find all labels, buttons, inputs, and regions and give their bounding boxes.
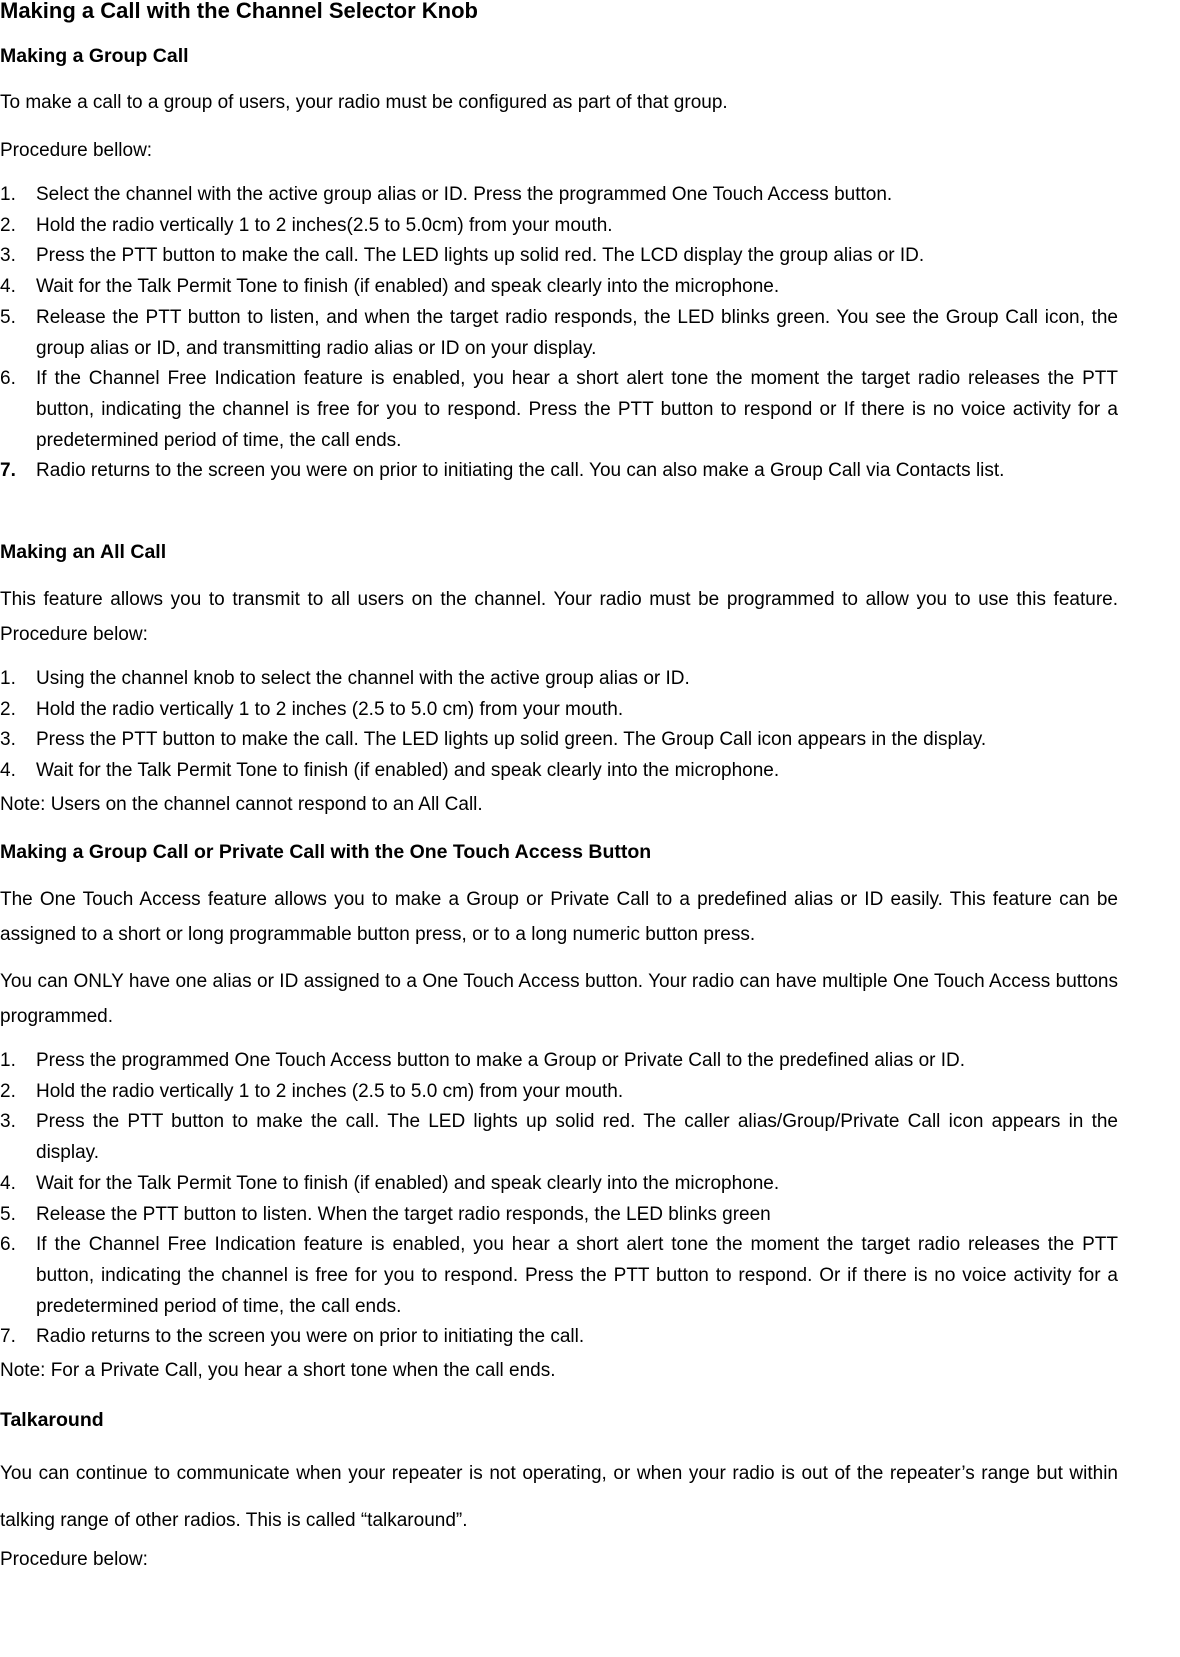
- step-number: 4.: [0, 1172, 16, 1194]
- talkaround-procedure-label: Procedure below:: [0, 1549, 148, 1570]
- step-item: [0, 1322, 1118, 1353]
- step-number: 1.: [0, 1050, 16, 1071]
- one-touch-intro-2: You can ONLY have one alias or ID assigned to a One Touch Access button. Your radio can have multiple One Touch Access buttons programmed.: [0, 971, 1118, 1027]
- step-item: [0, 756, 1118, 787]
- step-text: Hold the radio vertically 1 to 2 inches (2.5 to 5.0 cm) from your mouth.: [36, 1080, 624, 1102]
- step-item: [0, 695, 1118, 726]
- group-call-intro: To make a call to a group of users, your radio must be configured as part of that group.: [0, 92, 728, 113]
- step-number: 4.: [0, 760, 16, 782]
- step-text: Hold the radio vertically 1 to 2 inches(2.5 to 5.0cm) from your mouth.: [36, 214, 613, 236]
- one-touch-steps: [0, 1046, 1118, 1353]
- page-title: Making a Call with the Channel Selector Knob: [0, 0, 478, 23]
- talkaround-intro: You can continue to communicate when your repeater is not operating, or when your radio is out of the repeater’s range but within talking range of other radios. This is called “talkaround”.: [0, 1463, 1118, 1531]
- all-call-note: Note: Users on the channel cannot respond to an All Call.: [0, 794, 483, 815]
- group-call-procedure-label: Procedure bellow:: [0, 140, 153, 161]
- step-item: [0, 664, 1118, 695]
- step-item: [0, 211, 1118, 242]
- step-item: [0, 725, 1118, 756]
- step-text: Press the programmed One Touch Access button to make a Group or Private Call to the predefined alias or ID.: [36, 1050, 966, 1071]
- step-number: 1.: [0, 184, 16, 205]
- step-text: Using the channel knob to select the channel with the active group alias or ID.: [36, 668, 690, 689]
- step-item: [0, 241, 1118, 272]
- step-item: [0, 364, 1118, 456]
- step-item: [0, 1046, 1118, 1077]
- heading-one-touch-access: Making a Group Call or Private Call with the One Touch Access Button: [0, 841, 652, 863]
- step-number: 6.: [0, 1234, 16, 1256]
- step-number: 7.: [0, 460, 16, 482]
- step-number: 4.: [0, 276, 16, 298]
- step-number: 2.: [0, 1080, 16, 1102]
- step-number: 3.: [0, 729, 16, 751]
- step-text: Press the PTT button to make the call. The LED lights up solid red. The LCD display the group alias or ID.: [36, 245, 925, 267]
- all-call-steps: [0, 664, 1118, 787]
- step-item: [0, 180, 1118, 211]
- step-item: [0, 1169, 1118, 1200]
- step-number: 2.: [0, 698, 16, 720]
- step-number: 7.: [0, 1326, 16, 1348]
- step-item: [0, 1107, 1118, 1168]
- step-item: [0, 1077, 1118, 1108]
- step-item: [0, 1230, 1118, 1322]
- step-item: [0, 1200, 1118, 1231]
- step-number: 3.: [0, 1111, 16, 1133]
- step-number: 5.: [0, 1203, 16, 1225]
- step-text: Wait for the Talk Permit Tone to finish (if enabled) and speak clearly into the microphone.: [36, 760, 780, 782]
- one-touch-note: Note: For a Private Call, you hear a short tone when the call ends.: [0, 1360, 556, 1381]
- step-number: 1.: [0, 668, 16, 689]
- heading-talkaround: Talkaround: [0, 1409, 104, 1431]
- step-number: 3.: [0, 245, 16, 267]
- step-item: [0, 272, 1118, 303]
- step-text: Radio returns to the screen you were on prior to initiating the call.: [36, 1326, 585, 1348]
- heading-group-call: Making a Group Call: [0, 45, 189, 67]
- step-item: [0, 303, 1118, 364]
- step-number: 6.: [0, 368, 16, 390]
- step-text: Release the PTT button to listen. When the target radio responds, the LED blinks green: [36, 1203, 771, 1225]
- group-call-steps: [0, 180, 1118, 487]
- step-text: If the Channel Free Indication feature is enabled, you hear a short alert tone the moment the target radio releases the PTT button, indicating the channel is free for you to respond. Press the PTT button to respond or If there is no voice activity for a predetermined period of time, the call ends.: [36, 368, 1118, 451]
- step-number: 5.: [0, 306, 16, 328]
- step-text: Hold the radio vertically 1 to 2 inches (2.5 to 5.0 cm) from your mouth.: [36, 698, 624, 720]
- step-text: Release the PTT button to listen, and when the target radio responds, the LED blinks green. You see the Group Call icon, the group alias or ID, and transmitting radio alias or ID on your display.: [36, 306, 1118, 359]
- step-item: [0, 456, 1118, 487]
- all-call-intro: This feature allows you to transmit to all users on the channel. Your radio must be programmed to allow you to use this feature. Procedure below:: [0, 589, 1118, 645]
- step-text: Press the PTT button to make the call. The LED lights up solid red. The caller alias/Group/Private Call icon appears in the display.: [36, 1111, 1118, 1164]
- step-text: Radio returns to the screen you were on prior to initiating the call. You can also make a Group Call via Contacts list.: [36, 460, 1005, 482]
- step-text: Wait for the Talk Permit Tone to finish (if enabled) and speak clearly into the microphone.: [36, 276, 780, 298]
- step-text: Select the channel with the active group alias or ID. Press the programmed One Touch Access button.: [36, 184, 893, 205]
- one-touch-intro-1: The One Touch Access feature allows you to make a Group or Private Call to a predefined alias or ID easily. This feature can be assigned to a short or long programmable button press, or to a long numeric button press.: [0, 889, 1118, 945]
- step-number: 2.: [0, 214, 16, 236]
- step-text: If the Channel Free Indication feature is enabled, you hear a short alert tone the moment the target radio releases the PTT button, indicating the channel is free for you to respond. Press the PTT button to respond. Or if there is no voice activity for a predetermined period of time, the call ends.: [36, 1234, 1118, 1317]
- step-text: Press the PTT button to make the call. The LED lights up solid green. The Group Call icon appears in the display.: [36, 729, 987, 751]
- heading-all-call: Making an All Call: [0, 541, 167, 563]
- step-text: Wait for the Talk Permit Tone to finish (if enabled) and speak clearly into the microphone.: [36, 1172, 780, 1194]
